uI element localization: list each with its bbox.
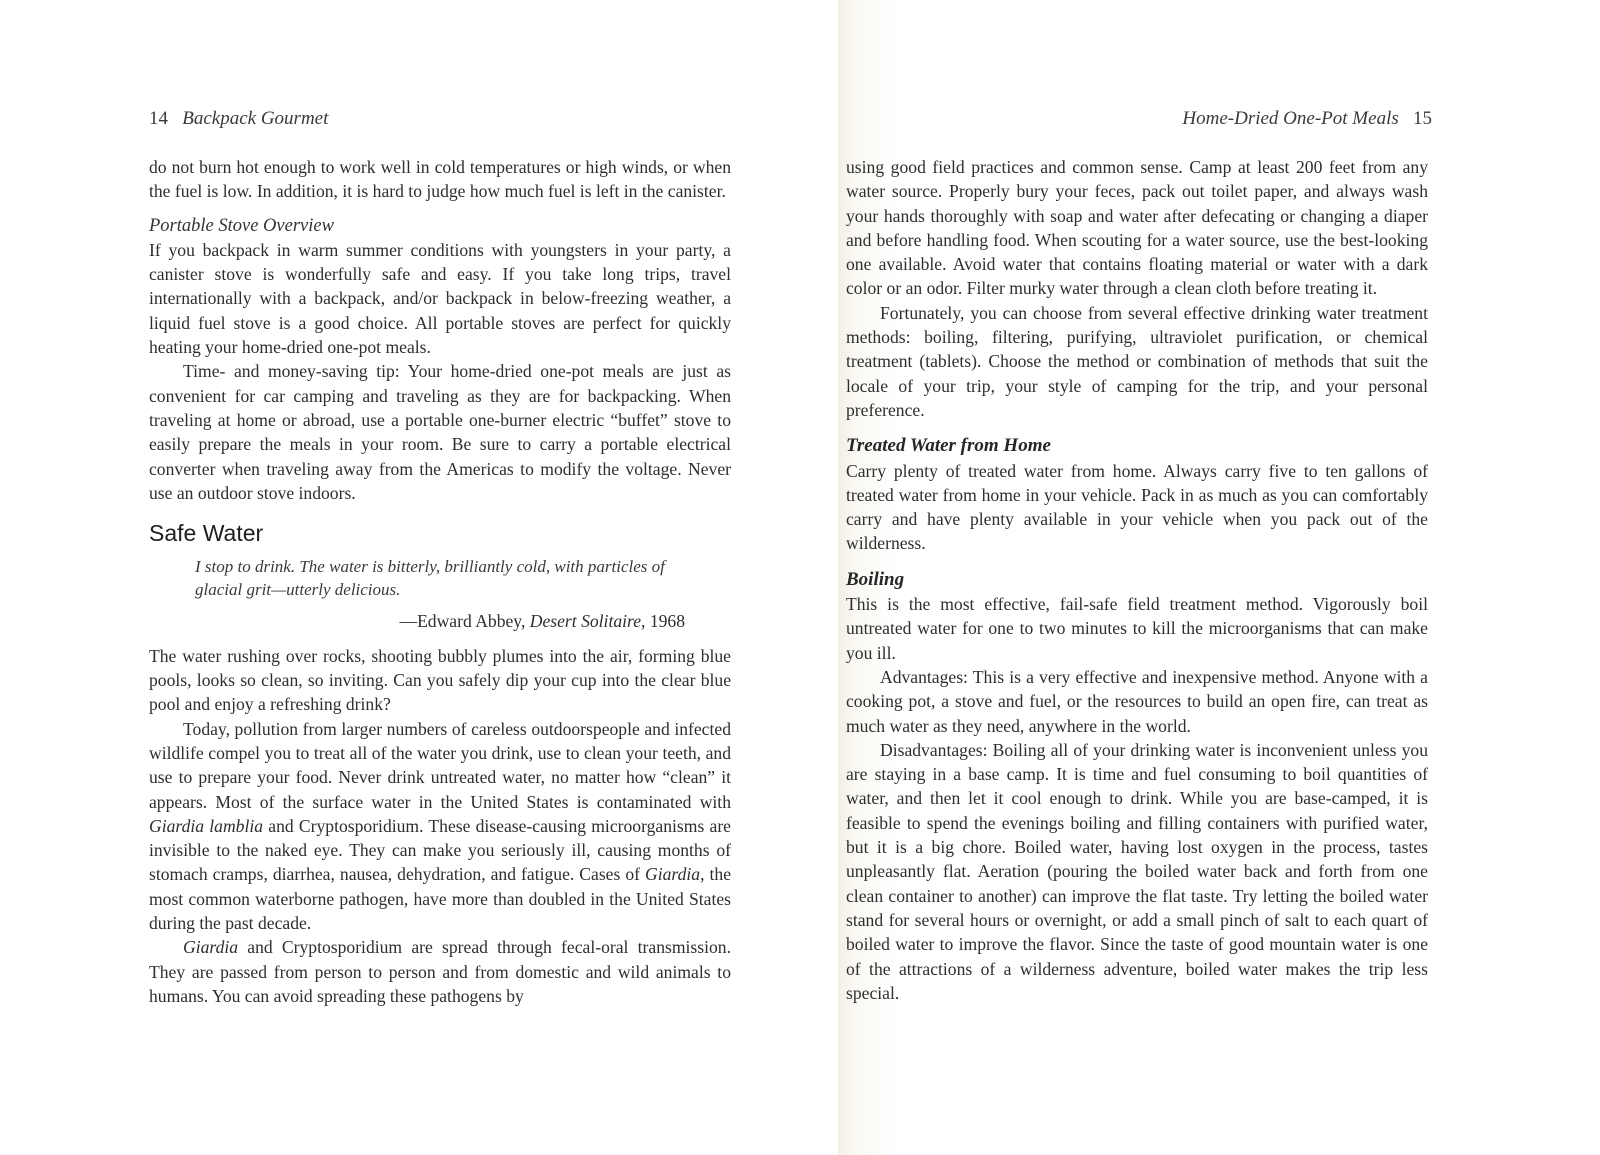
right-running-head <box>1182 108 1432 130</box>
left-paragraph-1: do not burn hot enough to work well in cold temperatures or high winds, or when the fuel is low. In addition, it is hard to judge how much fuel is left in the canister. <box>149 157 731 202</box>
right-paragraph-6: Disadvantages: Boiling all of your drinking water is inconvenient unless you are staying in a base camp. It is time and fuel consuming to boil quantities of water, and then let it cool enough to drink. While you are base-camped, it is feasible to spend the evenings boiling and filling containers with purified water, but it is a big chore. Boiled water, having lost oxygen in the process, tastes unpleasantly flat. Aeration (pouring the boiled water back and forth from one clean container to another) can improve the flat taste. Try letting the boiled water stand for several hours or overnight, or add a small pinch of salt to each quart of boiled water to improve the flavor. Since the taste of good mountain water is one of the attractions of a wilderness adventure, boiled water makes the trip less special. <box>846 739 1428 1003</box>
right-running-title: Home-Dried One-Pot Meals <box>1182 108 1399 129</box>
attribution-book-title: Desert Solitaire <box>529 611 642 632</box>
left-paragraph-6 <box>149 935 731 1008</box>
epigraph-attribution <box>149 609 685 633</box>
attribution-author: —Edward Abbey, <box>399 611 530 632</box>
left-paragraph-3: Time- and money-saving tip: Your home-dried one-pot meals are just as convenient for car camping and traveling as they are for backpacking. When traveling at home or abroad, use a portable one-burner electric “buffet” stove to easily prepare the meals in your room. Be sure to carry a portable electrical converter when traveling away from the Americas to modify the voltage. Never use an outdoor stove indoors. <box>149 361 731 503</box>
left-paragraph-6-text: and Cryptosporidium are spread through fecal-oral transmission. They are passed from person to person and from domestic and wild animals to humans. You can avoid spreading these pathogens by <box>149 937 731 1006</box>
term-giardia-lamblia: Giardia lamblia <box>149 815 264 836</box>
left-running-head <box>149 108 328 130</box>
left-paragraph-5-part-a: Today, pollution from larger numbers of careless outdoorspeople and infected wildlife compel you to treat all of the water you drink, use to clean your teeth, and use to prepare your food. Never drink untreated water, no matter how “clean” it appears. Most of the surface water in the United States is contaminated with <box>149 718 731 812</box>
section-heading-safe-water: Safe Water <box>149 520 264 547</box>
term-giardia-2: Giardia <box>183 937 239 958</box>
left-paragraph-2: If you backpack in warm summer conditions with youngsters in your party, a canister stove is wonderfully safe and easy. If you take long trips, travel internationally with a backpack, and/or backpack in below-freezing weather, a liquid fuel stove is a good choice. All portable stoves are perfect for quickly heating your home-dried one-pot meals. <box>149 239 731 358</box>
right-paragraph-4: This is the most effective, fail-safe field treatment method. Vigorously boil untreated water for one to two minutes to kill the microorganisms that can make you ill. <box>846 594 1428 663</box>
right-paragraph-1: using good field practices and common sense. Camp at least 200 feet from any water source. Properly bury your feces, pack out toilet paper, and always wash your hands thoroughly with soap and water after defecating or changing a diaper and before handling food. When scouting for a water source, use the best-looking one available. Avoid water that contains floating material or water with a dark color or an odor. Filter murky water through a clean cloth before treating it. <box>846 157 1428 299</box>
right-text-block <box>846 155 1428 1005</box>
attribution-year: , 1968 <box>641 611 685 632</box>
left-text-block <box>149 155 731 1008</box>
right-page-number: 15 <box>1413 108 1432 129</box>
left-paragraph-5-part-b: and Cryptosporidium. These disease-causing microorganisms are invisible to the naked eye. They can make you seriously ill, causing months of stomach cramps, diarrhea, nausea, dehydration, and fatigue. Cases of <box>149 815 731 885</box>
left-paragraph-5 <box>149 717 731 936</box>
left-running-title: Backpack Gourmet <box>182 108 329 129</box>
right-paragraph-3: Carry plenty of treated water from home. Always carry five to ten gallons of treated water from home in your vehicle. Pack in as much as you can comfortably carry and have plenty available in your vehicle when you pack out of the wilderness. <box>846 460 1428 554</box>
subhead-boiling: Boiling <box>846 568 905 590</box>
subhead-treated-water-from-home: Treated Water from Home <box>846 435 1051 457</box>
left-paragraph-4: The water rushing over rocks, shooting bubbly plumes into the air, forming blue pools, looks so clean, so inviting. Can you safely dip your cup into the clear blue pool and enjoy a refreshing drink? <box>149 645 731 715</box>
term-giardia: Giardia <box>645 864 701 885</box>
subhead-portable-stove-overview: Portable Stove Overview <box>149 215 334 236</box>
right-page <box>838 0 1600 1155</box>
right-paragraph-5: Advantages: This is a very effective and inexpensive method. Anyone with a cooking pot, a stove and fuel, or the resources to build an open fire, can treat as much water as they need, anywhere in the world. <box>846 666 1428 736</box>
left-paragraph-5-part-c: , the most common waterborne pathogen, have more than doubled in the United States during the past decade. <box>149 864 731 934</box>
epigraph-quote: I stop to drink. The water is bitterly, brilliantly cold, with particles of glacial grit—utterly delicious. <box>195 557 665 600</box>
left-page-number: 14 <box>149 108 168 129</box>
right-paragraph-2: Fortunately, you can choose from several effective drinking water treatment methods: boiling, filtering, purifying, ultraviolet purification, or chemical treatment (tablets). Choose the method or combination of methods that suit the locale of your trip, your style of camping for the trip, and your personal preference. <box>846 302 1428 420</box>
